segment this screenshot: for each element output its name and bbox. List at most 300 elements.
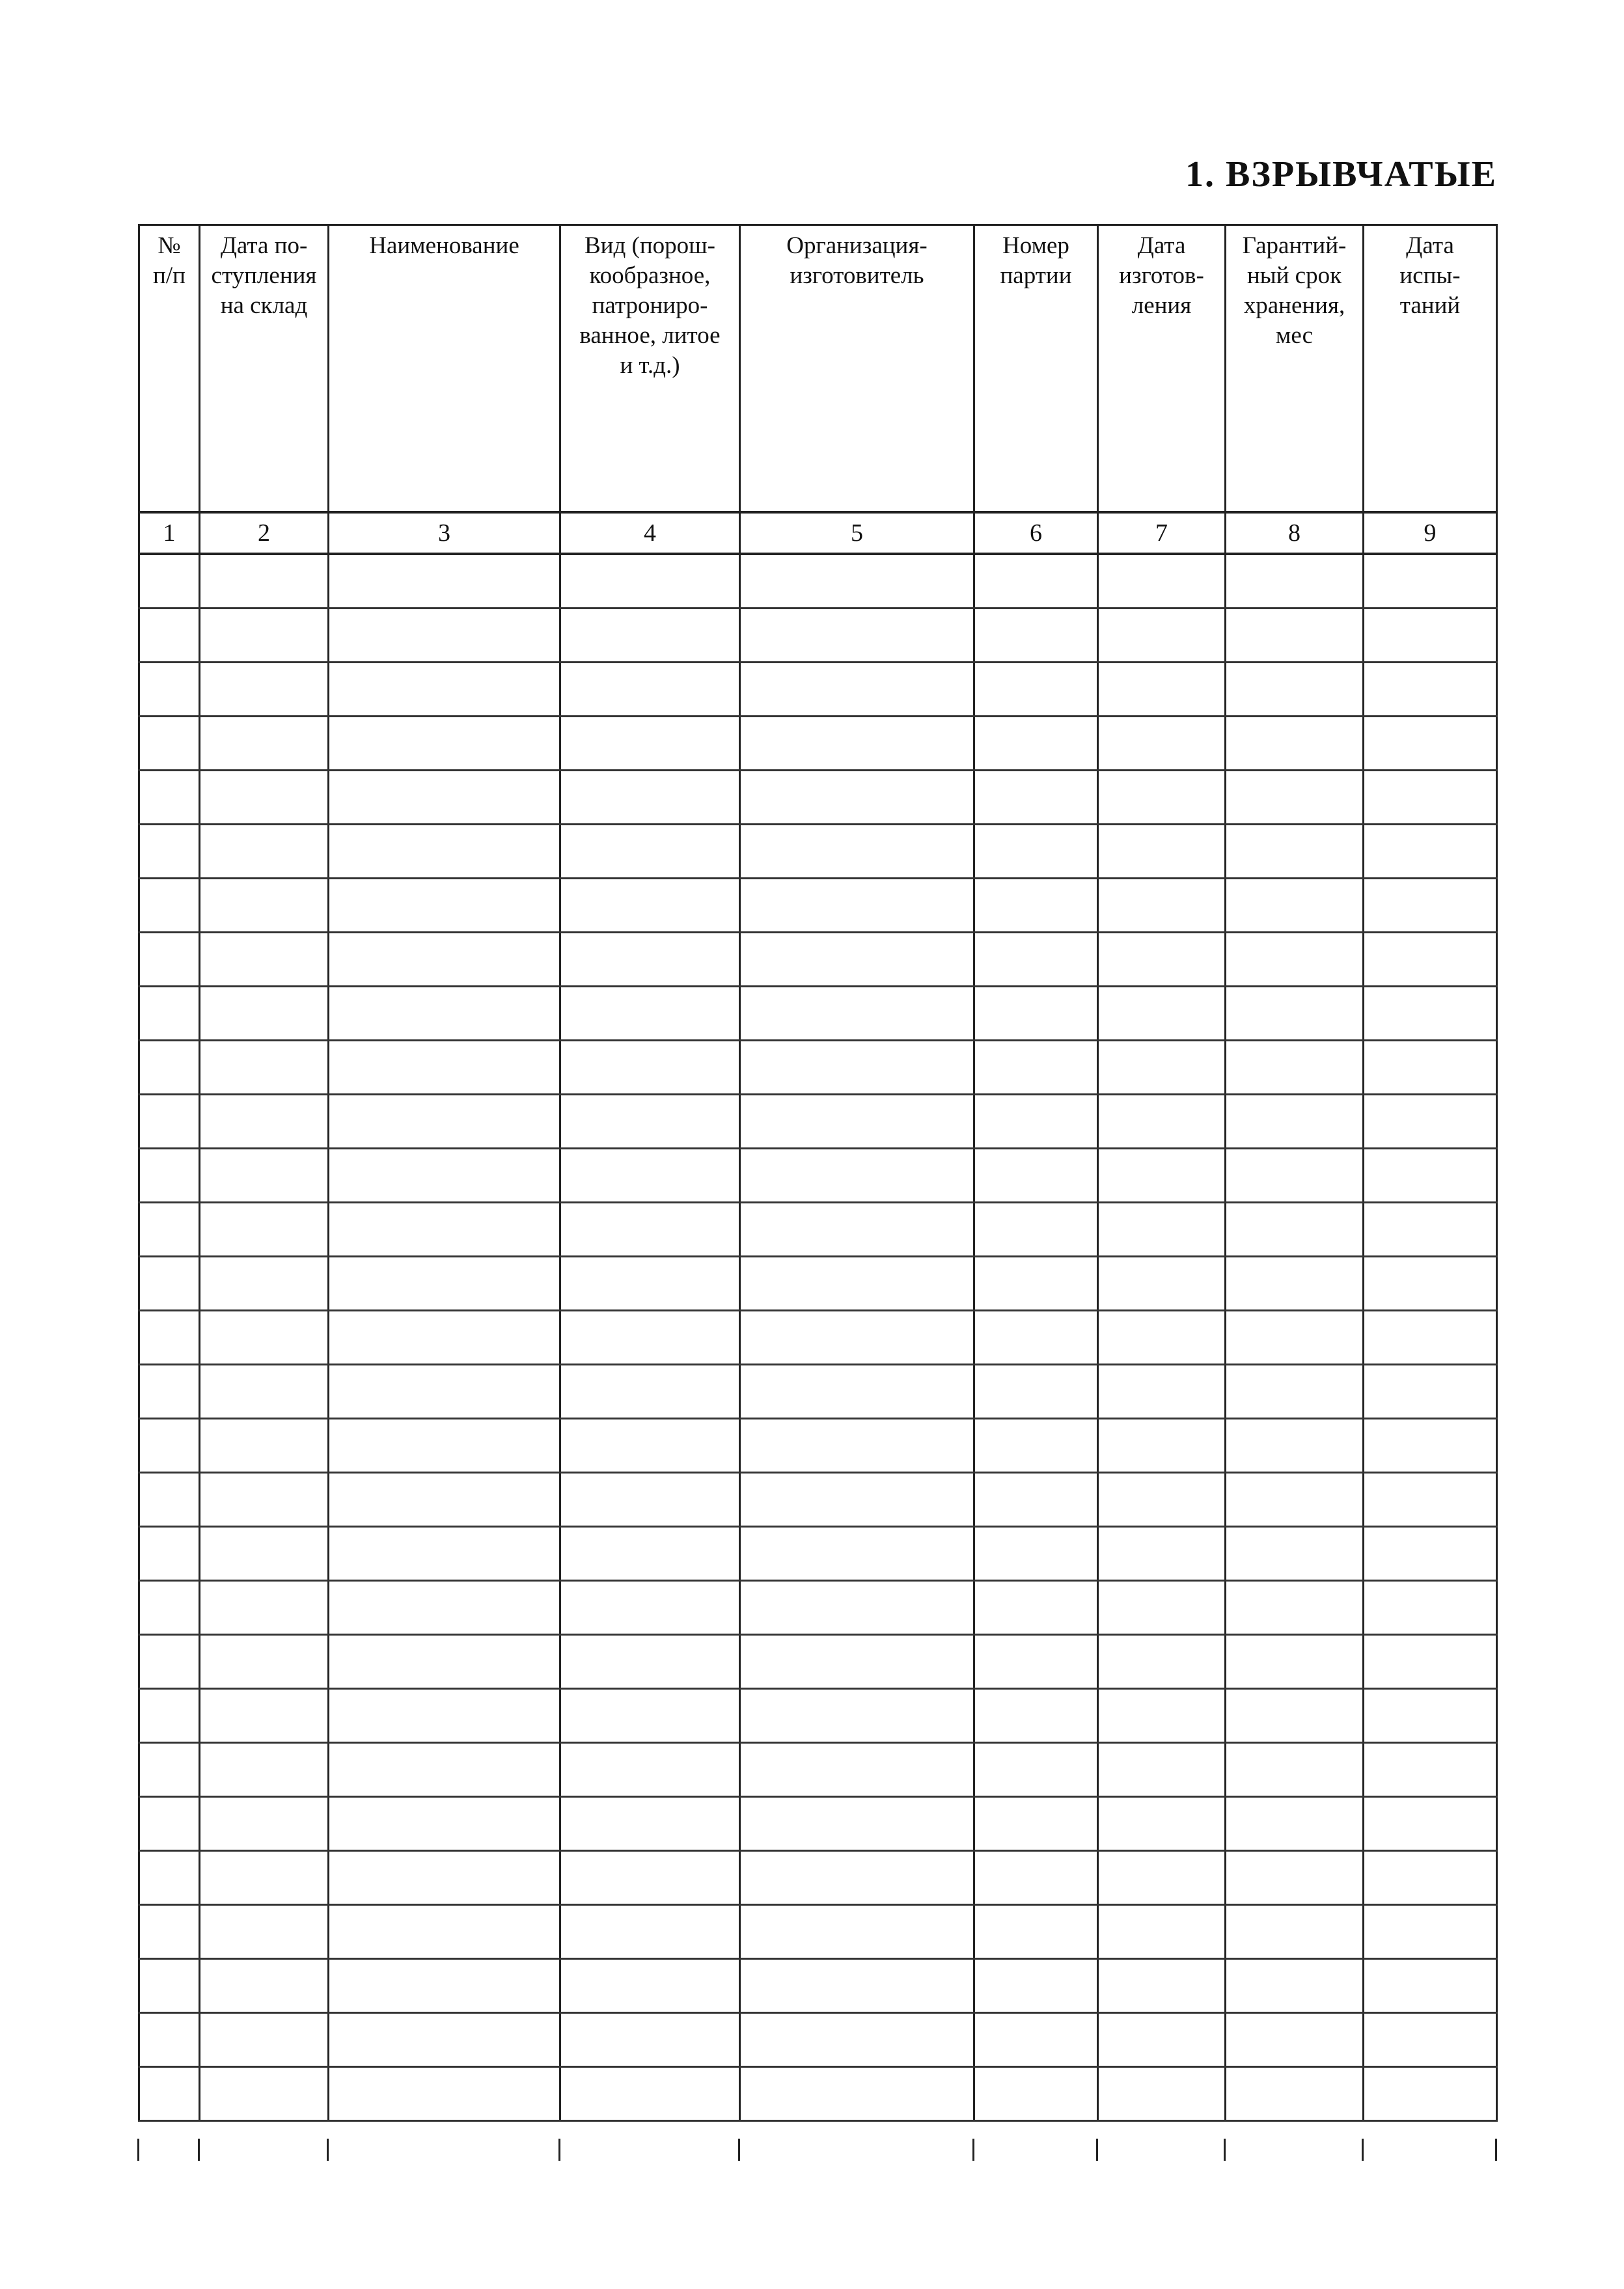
ledger-cell bbox=[974, 1095, 1098, 1149]
ledger-cell bbox=[1226, 1257, 1364, 1311]
ledger-cell bbox=[1098, 1257, 1226, 1311]
ledger-cell bbox=[1364, 1581, 1497, 1635]
ledger-cell bbox=[1226, 2013, 1364, 2067]
ledger-cell bbox=[974, 1473, 1098, 1527]
ledger-cell bbox=[740, 1527, 974, 1581]
ledger-cell bbox=[200, 1797, 329, 1851]
ledger-cell bbox=[560, 1149, 740, 1203]
ledger-cell bbox=[329, 2013, 560, 2067]
ledger-cell bbox=[1098, 1797, 1226, 1851]
ledger-cell bbox=[1098, 1851, 1226, 1905]
ledger-cell bbox=[1098, 1365, 1226, 1419]
ledger-cell bbox=[200, 879, 329, 933]
ledger-cell bbox=[139, 1959, 200, 2013]
column-line-stub bbox=[1362, 2139, 1364, 2161]
ledger-cell bbox=[974, 1689, 1098, 1743]
ledger-cell bbox=[1226, 1797, 1364, 1851]
ledger-cell bbox=[1364, 1905, 1497, 1959]
ledger-cell bbox=[740, 1041, 974, 1095]
ledger-cell bbox=[200, 609, 329, 663]
ledger-cell bbox=[1226, 771, 1364, 825]
ledger-cell bbox=[1226, 1311, 1364, 1365]
ledger-cell bbox=[740, 879, 974, 933]
col-number-2: 2 bbox=[200, 512, 329, 554]
ledger-cell bbox=[740, 1473, 974, 1527]
ledger-cell bbox=[1364, 1527, 1497, 1581]
column-line-stub bbox=[1495, 2139, 1497, 2161]
header-row bbox=[139, 225, 1497, 513]
ledger-cell bbox=[740, 2013, 974, 2067]
ledger-cell bbox=[329, 771, 560, 825]
ledger-row bbox=[139, 554, 1497, 609]
col-number-1: 1 bbox=[139, 512, 200, 554]
ledger-row bbox=[139, 1959, 1497, 2013]
ledger-row bbox=[139, 1527, 1497, 1581]
ledger-cell bbox=[974, 1797, 1098, 1851]
ledger-cell bbox=[1226, 1041, 1364, 1095]
ledger-cell bbox=[329, 609, 560, 663]
ledger-cell bbox=[139, 1743, 200, 1797]
ledger-cell bbox=[1364, 554, 1497, 609]
ledger-row bbox=[139, 1473, 1497, 1527]
ledger-cell bbox=[1098, 825, 1226, 879]
ledger-cell bbox=[1098, 1527, 1226, 1581]
ledger-cell bbox=[740, 1635, 974, 1689]
ledger-cell bbox=[740, 1257, 974, 1311]
ledger-cell bbox=[139, 987, 200, 1041]
col-number-7: 7 bbox=[1098, 512, 1226, 554]
ledger-cell bbox=[974, 609, 1098, 663]
ledger-row bbox=[139, 1851, 1497, 1905]
ledger-cell bbox=[974, 2013, 1098, 2067]
ledger-cell bbox=[560, 1365, 740, 1419]
ledger-cell bbox=[329, 1041, 560, 1095]
ledger-cell bbox=[740, 2067, 974, 2121]
ledger-cell bbox=[139, 1797, 200, 1851]
ledger-cell bbox=[740, 987, 974, 1041]
ledger-row bbox=[139, 609, 1497, 663]
ledger-cell bbox=[329, 1365, 560, 1419]
ledger-cell bbox=[560, 2067, 740, 2121]
ledger-row bbox=[139, 1041, 1497, 1095]
explosives-ledger-table bbox=[138, 224, 1496, 2157]
col-number-9: 9 bbox=[1364, 512, 1497, 554]
ledger-cell bbox=[139, 1041, 200, 1095]
ledger-cell bbox=[974, 2067, 1098, 2121]
ledger-cell bbox=[1364, 1095, 1497, 1149]
ledger-cell bbox=[1364, 1473, 1497, 1527]
ledger-cell bbox=[200, 1365, 329, 1419]
ledger-cell bbox=[740, 663, 974, 717]
ledger-cell bbox=[560, 933, 740, 987]
ledger-cell bbox=[329, 1797, 560, 1851]
ledger-body bbox=[139, 554, 1497, 2121]
section-title: 1. ВЗРЫВЧАТЫЕ bbox=[1185, 154, 1497, 195]
ledger-cell bbox=[560, 879, 740, 933]
ledger-cell bbox=[560, 1581, 740, 1635]
ledger-cell bbox=[200, 717, 329, 771]
ledger-cell bbox=[1098, 1203, 1226, 1257]
ledger-cell bbox=[1364, 1365, 1497, 1419]
ledger-cell bbox=[974, 1527, 1098, 1581]
column-line-stub bbox=[972, 2139, 974, 2161]
ledger-cell bbox=[1364, 987, 1497, 1041]
column-line-stub bbox=[198, 2139, 200, 2161]
ledger-row bbox=[139, 879, 1497, 933]
ledger-cell bbox=[329, 1851, 560, 1905]
ledger-row bbox=[139, 1635, 1497, 1689]
ledger-row bbox=[139, 2067, 1497, 2121]
ledger-cell bbox=[974, 1149, 1098, 1203]
ledger-cell bbox=[560, 1473, 740, 1527]
col-header-shelf-life: Гарантий- ный срок хранения, мес bbox=[1226, 225, 1364, 513]
ledger-cell bbox=[974, 1203, 1098, 1257]
ledger-cell bbox=[1226, 1419, 1364, 1473]
ledger-cell bbox=[200, 1149, 329, 1203]
ledger-cell bbox=[139, 1851, 200, 1905]
ledger-cell bbox=[329, 1527, 560, 1581]
ledger-row bbox=[139, 1311, 1497, 1365]
ledger-cell bbox=[1098, 1311, 1226, 1365]
ledger-cell bbox=[139, 1473, 200, 1527]
ledger-cell bbox=[329, 1959, 560, 2013]
col-number-3: 3 bbox=[329, 512, 560, 554]
ledger-cell bbox=[740, 771, 974, 825]
ledger-cell bbox=[200, 1635, 329, 1689]
ledger-cell bbox=[974, 663, 1098, 717]
ledger-row bbox=[139, 717, 1497, 771]
table-tail-lines bbox=[138, 2139, 1496, 2161]
ledger-cell bbox=[329, 1095, 560, 1149]
ledger-cell bbox=[1226, 1851, 1364, 1905]
ledger-cell bbox=[329, 1473, 560, 1527]
ledger-cell bbox=[1098, 1743, 1226, 1797]
ledger-cell bbox=[974, 1851, 1098, 1905]
ledger-cell bbox=[1226, 1527, 1364, 1581]
ledger-cell bbox=[1364, 1851, 1497, 1905]
column-line-stub bbox=[327, 2139, 329, 2161]
ledger-cell bbox=[200, 1527, 329, 1581]
ledger-row bbox=[139, 987, 1497, 1041]
ledger-cell bbox=[139, 879, 200, 933]
ledger-row bbox=[139, 1905, 1497, 1959]
ledger-cell bbox=[1226, 609, 1364, 663]
ledger-cell bbox=[740, 1851, 974, 1905]
ledger-cell bbox=[1098, 1905, 1226, 1959]
ledger-cell bbox=[200, 1257, 329, 1311]
ledger-cell bbox=[139, 1419, 200, 1473]
ledger-cell bbox=[560, 1203, 740, 1257]
ledger-cell bbox=[560, 1041, 740, 1095]
ledger-cell bbox=[139, 1689, 200, 1743]
ledger-cell bbox=[560, 1905, 740, 1959]
col-number-8: 8 bbox=[1226, 512, 1364, 554]
ledger-cell bbox=[200, 1419, 329, 1473]
ledger-cell bbox=[1226, 1635, 1364, 1689]
ledger-cell bbox=[1226, 1203, 1364, 1257]
ledger-cell bbox=[139, 1311, 200, 1365]
ledger-cell bbox=[329, 1581, 560, 1635]
ledger-cell bbox=[200, 2067, 329, 2121]
ledger-cell bbox=[1364, 771, 1497, 825]
ledger-cell bbox=[1226, 1959, 1364, 2013]
ledger-row bbox=[139, 1797, 1497, 1851]
ledger-row bbox=[139, 1365, 1497, 1419]
ledger-cell bbox=[200, 987, 329, 1041]
ledger-cell bbox=[200, 1203, 329, 1257]
ledger-cell bbox=[740, 1149, 974, 1203]
col-header-manufacture-date: Дата изготов- ления bbox=[1098, 225, 1226, 513]
ledger-cell bbox=[1364, 1311, 1497, 1365]
ledger-cell bbox=[740, 825, 974, 879]
ledger-cell bbox=[740, 1095, 974, 1149]
ledger-cell bbox=[560, 1689, 740, 1743]
ledger-cell bbox=[139, 1149, 200, 1203]
ledger-cell bbox=[1098, 609, 1226, 663]
ledger-cell bbox=[139, 554, 200, 609]
ledger-cell bbox=[560, 663, 740, 717]
ledger-cell bbox=[200, 825, 329, 879]
ledger-cell bbox=[560, 1527, 740, 1581]
ledger-row bbox=[139, 1095, 1497, 1149]
ledger-cell bbox=[560, 609, 740, 663]
ledger-cell bbox=[200, 1581, 329, 1635]
ledger-cell bbox=[139, 1365, 200, 1419]
ledger-cell bbox=[974, 1041, 1098, 1095]
ledger-cell bbox=[974, 1959, 1098, 2013]
ledger-cell bbox=[200, 1095, 329, 1149]
ledger-cell bbox=[740, 1311, 974, 1365]
ledger-cell bbox=[974, 1311, 1098, 1365]
ledger-cell bbox=[560, 1311, 740, 1365]
ledger-cell bbox=[1226, 879, 1364, 933]
column-number-row bbox=[139, 512, 1497, 554]
ledger-cell bbox=[560, 554, 740, 609]
ledger-cell bbox=[200, 1851, 329, 1905]
ledger-cell bbox=[740, 1743, 974, 1797]
ledger-row bbox=[139, 933, 1497, 987]
ledger-cell bbox=[560, 1851, 740, 1905]
ledger-cell bbox=[1364, 1149, 1497, 1203]
ledger-cell bbox=[974, 1419, 1098, 1473]
column-line-stub bbox=[558, 2139, 560, 2161]
ledger-cell bbox=[740, 1581, 974, 1635]
col-header-number: № п/п bbox=[139, 225, 200, 513]
ledger-cell bbox=[974, 771, 1098, 825]
ledger-cell bbox=[1364, 2067, 1497, 2121]
col-header-name: Наименование bbox=[329, 225, 560, 513]
ledger-cell bbox=[974, 1743, 1098, 1797]
ledger-cell bbox=[1226, 1581, 1364, 1635]
ledger-cell bbox=[1098, 1635, 1226, 1689]
ledger-cell bbox=[139, 609, 200, 663]
ledger-cell bbox=[200, 1311, 329, 1365]
ledger-cell bbox=[560, 771, 740, 825]
ledger-cell bbox=[139, 1257, 200, 1311]
ledger-cell bbox=[1226, 933, 1364, 987]
ledger-cell bbox=[1364, 1419, 1497, 1473]
ledger-cell bbox=[139, 663, 200, 717]
ledger-cell bbox=[560, 1743, 740, 1797]
ledger-cell bbox=[1098, 2013, 1226, 2067]
ledger-cell bbox=[1364, 1689, 1497, 1743]
ledger-cell bbox=[740, 1959, 974, 2013]
ledger-cell bbox=[974, 933, 1098, 987]
col-number-5: 5 bbox=[740, 512, 974, 554]
ledger-cell bbox=[560, 717, 740, 771]
ledger-cell bbox=[1098, 1473, 1226, 1527]
ledger-cell bbox=[1226, 825, 1364, 879]
ledger-cell bbox=[974, 987, 1098, 1041]
col-number-6: 6 bbox=[974, 512, 1098, 554]
ledger-cell bbox=[1226, 1689, 1364, 1743]
ledger-cell bbox=[329, 663, 560, 717]
ledger-cell bbox=[1226, 1149, 1364, 1203]
ledger-cell bbox=[329, 987, 560, 1041]
ledger-cell bbox=[560, 1095, 740, 1149]
ledger-cell bbox=[139, 1527, 200, 1581]
ledger-cell bbox=[329, 1149, 560, 1203]
column-line-stub bbox=[1096, 2139, 1098, 2161]
ledger-cell bbox=[1226, 554, 1364, 609]
ledger-cell bbox=[139, 1095, 200, 1149]
ledger-row bbox=[139, 1203, 1497, 1257]
ledger-cell bbox=[1098, 663, 1226, 717]
ledger-cell bbox=[740, 717, 974, 771]
ledger-cell bbox=[974, 825, 1098, 879]
ledger-cell bbox=[1098, 2067, 1226, 2121]
ledger-row bbox=[139, 825, 1497, 879]
ledger-cell bbox=[329, 1689, 560, 1743]
ledger-row bbox=[139, 771, 1497, 825]
ledger-cell bbox=[560, 2013, 740, 2067]
ledger-cell bbox=[200, 1041, 329, 1095]
ledger-cell bbox=[740, 1419, 974, 1473]
ledger-cell bbox=[740, 1365, 974, 1419]
ledger-cell bbox=[329, 1311, 560, 1365]
ledger-cell bbox=[1098, 987, 1226, 1041]
ledger-cell bbox=[740, 609, 974, 663]
ledger-cell bbox=[1364, 1041, 1497, 1095]
ledger-cell bbox=[329, 1905, 560, 1959]
ledger-cell bbox=[200, 554, 329, 609]
ledger-cell bbox=[1364, 1959, 1497, 2013]
ledger-cell bbox=[974, 1581, 1098, 1635]
ledger-cell bbox=[139, 2067, 200, 2121]
ledger-cell bbox=[1364, 609, 1497, 663]
ledger-cell bbox=[1098, 1689, 1226, 1743]
ledger-cell bbox=[1226, 1365, 1364, 1419]
ledger-cell bbox=[329, 1743, 560, 1797]
ledger-cell bbox=[974, 879, 1098, 933]
ledger-cell bbox=[139, 1635, 200, 1689]
ledger-cell bbox=[1364, 663, 1497, 717]
ledger-cell bbox=[329, 717, 560, 771]
col-header-manufacturer: Организация- изготовитель bbox=[740, 225, 974, 513]
ledger-cell bbox=[200, 2013, 329, 2067]
ledger-cell bbox=[200, 1959, 329, 2013]
ledger-cell bbox=[139, 1203, 200, 1257]
ledger-cell bbox=[740, 1905, 974, 1959]
ledger-cell bbox=[139, 933, 200, 987]
ledger-cell bbox=[1364, 1257, 1497, 1311]
ledger-cell bbox=[974, 1905, 1098, 1959]
ledger-cell bbox=[974, 554, 1098, 609]
ledger-cell bbox=[1226, 1743, 1364, 1797]
ledger-cell bbox=[1098, 771, 1226, 825]
ledger-row bbox=[139, 2013, 1497, 2067]
ledger-cell bbox=[740, 1797, 974, 1851]
ledger-cell bbox=[1098, 1581, 1226, 1635]
ledger-cell bbox=[200, 1473, 329, 1527]
ledger-cell bbox=[1226, 1905, 1364, 1959]
ledger-cell bbox=[1226, 1095, 1364, 1149]
ledger-cell bbox=[740, 1689, 974, 1743]
ledger-cell bbox=[1364, 2013, 1497, 2067]
ledger-cell bbox=[139, 825, 200, 879]
ledger-cell bbox=[974, 1257, 1098, 1311]
ledger-cell bbox=[1098, 933, 1226, 987]
ledger-cell bbox=[200, 1743, 329, 1797]
ledger-cell bbox=[1364, 1635, 1497, 1689]
ledger-cell bbox=[329, 879, 560, 933]
ledger-cell bbox=[1098, 1095, 1226, 1149]
ledger-cell bbox=[740, 933, 974, 987]
ledger-row bbox=[139, 1419, 1497, 1473]
ledger-cell bbox=[139, 2013, 200, 2067]
ledger-cell bbox=[740, 554, 974, 609]
ledger-cell bbox=[560, 1419, 740, 1473]
ledger-cell bbox=[1226, 717, 1364, 771]
col-number-4: 4 bbox=[560, 512, 740, 554]
ledger-cell bbox=[329, 933, 560, 987]
ledger-row bbox=[139, 1743, 1497, 1797]
column-line-stub bbox=[1224, 2139, 1226, 2161]
ledger-row bbox=[139, 663, 1497, 717]
ledger-cell bbox=[560, 825, 740, 879]
ledger-cell bbox=[560, 987, 740, 1041]
ledger-row bbox=[139, 1581, 1497, 1635]
ledger-cell bbox=[200, 933, 329, 987]
ledger-cell bbox=[200, 1689, 329, 1743]
ledger-cell bbox=[560, 1635, 740, 1689]
ledger-cell bbox=[1098, 1041, 1226, 1095]
col-header-test-date: Дата испы- таний bbox=[1364, 225, 1497, 513]
ledger-cell bbox=[560, 1797, 740, 1851]
col-header-batch-number: Номер партии bbox=[974, 225, 1098, 513]
ledger-cell bbox=[1364, 933, 1497, 987]
column-line-stub bbox=[137, 2139, 139, 2161]
ledger-cell bbox=[1098, 554, 1226, 609]
ledger-cell bbox=[200, 771, 329, 825]
ledger-cell bbox=[329, 1419, 560, 1473]
ledger-cell bbox=[1364, 1797, 1497, 1851]
ledger-cell bbox=[1364, 1743, 1497, 1797]
ledger-cell bbox=[974, 717, 1098, 771]
ledger-cell bbox=[329, 554, 560, 609]
ledger-row bbox=[139, 1257, 1497, 1311]
ledger-cell bbox=[139, 771, 200, 825]
ledger-cell bbox=[329, 1257, 560, 1311]
col-header-type: Вид (порош- кообразное, патрониро- ванное, литое и т.д.) bbox=[560, 225, 740, 513]
ledger-cell bbox=[1364, 1203, 1497, 1257]
ledger-cell bbox=[1098, 879, 1226, 933]
ledger-cell bbox=[1098, 1149, 1226, 1203]
ledger-cell bbox=[740, 1203, 974, 1257]
ledger-cell bbox=[1226, 987, 1364, 1041]
ledger-cell bbox=[200, 663, 329, 717]
ledger-cell bbox=[329, 825, 560, 879]
